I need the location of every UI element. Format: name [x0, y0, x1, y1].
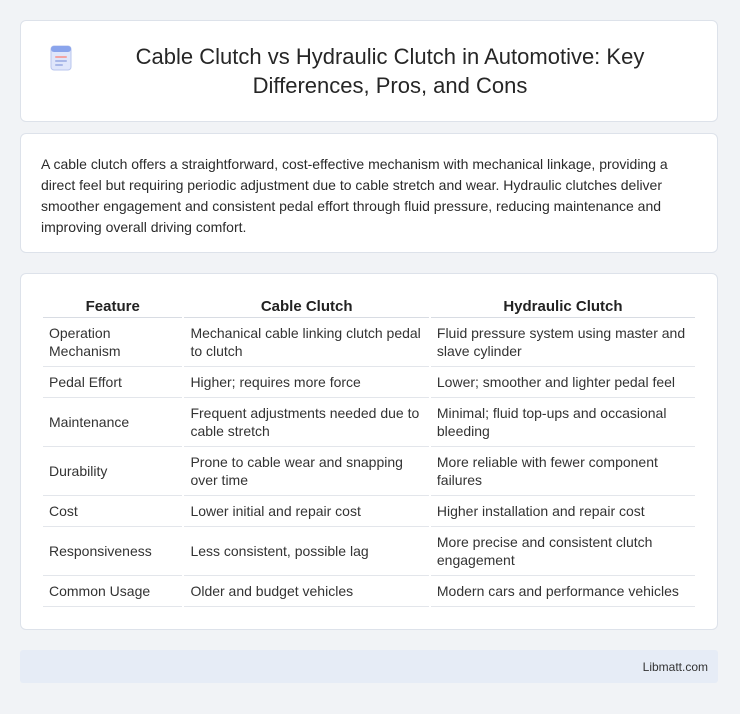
hydraulic-cell: Lower; smoother and lighter pedal feel	[431, 367, 695, 398]
table-row	[43, 576, 695, 607]
feature-cell: Cost	[43, 496, 182, 527]
header-cable-clutch: Cable Clutch	[184, 296, 428, 318]
feature-cell: Operation Mechanism	[43, 318, 182, 367]
hydraulic-cell: Fluid pressure system using master and slave cylinder	[431, 318, 695, 367]
summary-card	[20, 133, 718, 253]
footer-bar	[20, 650, 718, 683]
table-row	[43, 527, 695, 576]
hydraulic-cell: Modern cars and performance vehicles	[431, 576, 695, 607]
table-row	[43, 496, 695, 527]
feature-cell: Pedal Effort	[43, 367, 182, 398]
feature-cell: Durability	[43, 447, 182, 496]
header-feature: Feature	[43, 296, 182, 318]
table-row	[43, 318, 695, 367]
cable-cell: Less consistent, possible lag	[184, 527, 428, 576]
table-row	[43, 447, 695, 496]
hydraulic-cell: More precise and consistent clutch engagement	[431, 527, 695, 576]
header-hydraulic-clutch: Hydraulic Clutch	[431, 296, 695, 318]
cable-cell: Lower initial and repair cost	[184, 496, 428, 527]
footer-brand: Libmatt.com	[642, 659, 708, 674]
title-wrap	[49, 42, 689, 100]
cable-cell: Prone to cable wear and snapping over time	[184, 447, 428, 496]
comparison-table	[41, 296, 697, 607]
cable-cell: Older and budget vehicles	[184, 576, 428, 607]
cable-cell: Higher; requires more force	[184, 367, 428, 398]
hydraulic-cell: More reliable with fewer component failures	[431, 447, 695, 496]
title-card	[20, 20, 718, 122]
table-row	[43, 398, 695, 447]
cable-cell: Mechanical cable linking clutch pedal to clutch	[184, 318, 428, 367]
feature-cell: Responsiveness	[43, 527, 182, 576]
document-icon	[49, 45, 73, 71]
feature-cell: Maintenance	[43, 398, 182, 447]
feature-cell: Common Usage	[43, 576, 182, 607]
table-row	[43, 367, 695, 398]
summary-text: A cable clutch offers a straightforward, cost-effective mechanism with mechanical linkage, providing a direct feel but requiring periodic adjustment due to cable stretch and wear. Hydraulic clutches deliver smoother engagement and consistent pedal effort through fluid pressure, reducing maintenance and improving overall driving comfort.	[41, 156, 668, 235]
page-title: Cable Clutch vs Hydraulic Clutch in Automotive: Key Differences, Pros, and Cons	[135, 44, 645, 98]
table-header-row	[43, 296, 695, 318]
hydraulic-cell: Higher installation and repair cost	[431, 496, 695, 527]
cable-cell: Frequent adjustments needed due to cable stretch	[184, 398, 428, 447]
comparison-card	[20, 273, 718, 630]
hydraulic-cell: Minimal; fluid top-ups and occasional bleeding	[431, 398, 695, 447]
